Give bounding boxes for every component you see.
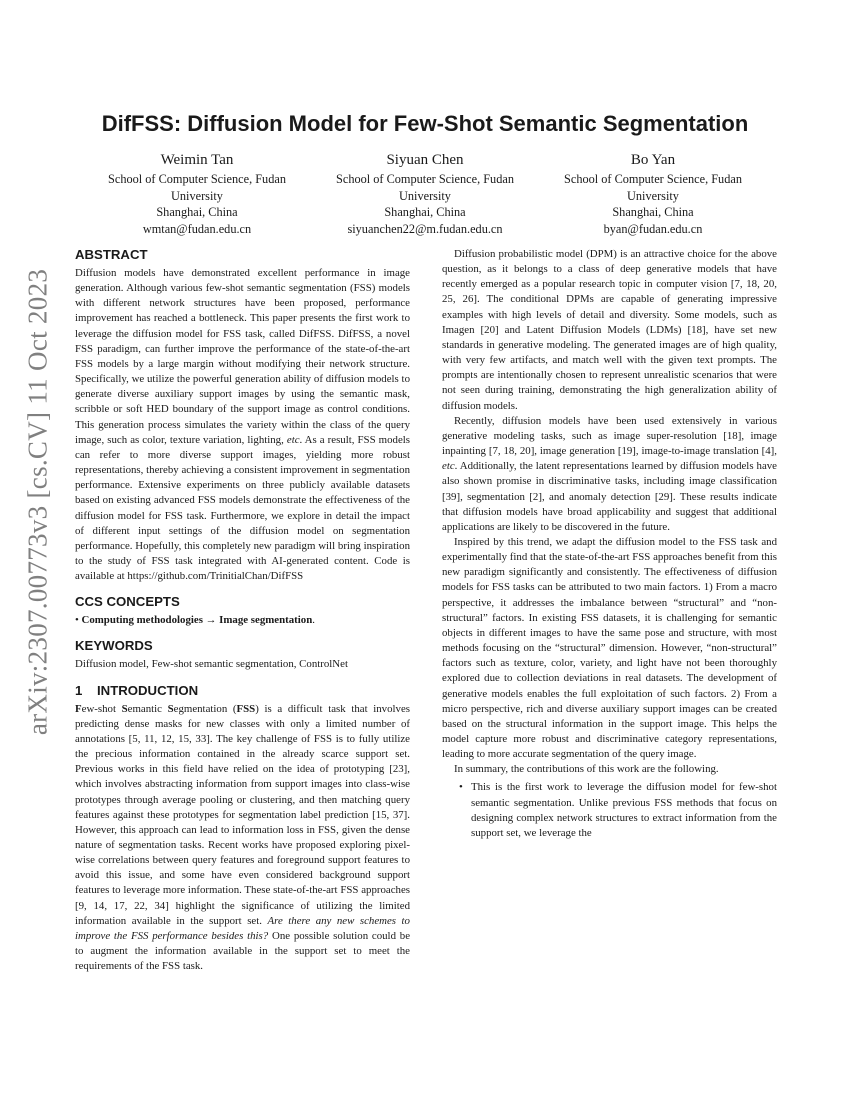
author-name: Weimin Tan xyxy=(160,152,234,168)
list-item: • This is the first work to leverage the diffusion model for few-shot semantic segmentation. Unlike previous FSS methods that focus on designing complex network structures to extract information from the support set, we leverage the xyxy=(471,780,777,841)
author-email: siyuanchen22@m.fudan.edu.cn xyxy=(347,221,503,236)
intro-paragraph-5: In summary, the contributions of this work are the following. xyxy=(454,763,719,776)
author-block-2 xyxy=(315,151,535,237)
right-column xyxy=(442,247,777,841)
author-email: byan@fudan.edu.cn xyxy=(603,221,703,236)
author-block-3 xyxy=(543,151,763,237)
left-column xyxy=(75,247,410,974)
arxiv-sidebar-stamp xyxy=(18,268,58,736)
intro-paragraph-2: Diffusion probabilistic model (DPM) is an attractive choice for the above question, as it belongs to a class of deep generative models that have recently emerged as a popular research topic in computer vision [7, 18, 20, 25, 26]. The conditional DPMs are capable of generating impressive examples with high levels of detail and diversity. Some models, such as Imagen [20] and Latent Diffusion Models (LDMs) [18], have set new standards in generative modeling. The generated images are of high quality, with very few artifacts, and match well with the given text prompts. The prompts are intentionally chosen to represent unrealistic scenarios that were not seen during training, demonstrating the high generalization ability of diffusion models. xyxy=(442,248,777,412)
author-affiliation: School of Computer Science, Fudan University xyxy=(564,172,742,203)
intro-paragraph-4: Inspired by this trend, we adapt the diffusion model to the FSS task and experimentally find that the state-of-the-art FSS approaches benefit from this new paradigm significantly and consistently. The effectiveness of diffusion models for FSS tasks can be attributed to two main factors. 1) From a macro perspective, it addresses the imbalance between “structural” and “non-structural” factors. In existing FSS datasets, it is challenging for semantic objects in different images to have the same pose and structure, with most methods focusing on the “structural” dimension. However, “non-structural” factors such as texture, color, variety, and light have not been thoroughly explored due to collection deviations in real datasets. The development of generative models enables the full exploitation of such factors. 2) From a micro perspective, rich and diverse auxiliary support images can be created based on the structural information in the support image. This helps the model capture more robust and discriminative category representations, leading to more accurate segmentation of the query image. xyxy=(442,535,777,761)
ccs-heading: CCS CONCEPTS xyxy=(75,594,180,610)
keywords-heading: KEYWORDS xyxy=(75,638,153,654)
author-name: Bo Yan xyxy=(630,152,676,168)
author-name: Siyuan Chen xyxy=(386,152,464,168)
author-block-1 xyxy=(87,151,307,237)
intro-heading: 1 INTRODUCTION xyxy=(75,682,199,698)
author-affiliation: School of Computer Science, Fudan University xyxy=(108,172,286,203)
arxiv-id: arXiv:2307.00773v3 [cs.CV] 11 Oct 2023 xyxy=(22,268,53,736)
author-affiliation: School of Computer Science, Fudan University xyxy=(336,172,514,203)
contributions-list xyxy=(442,780,777,841)
ccs-concepts: • Computing methodologies → Image segmentation. xyxy=(75,614,315,627)
author-email: wmtan@fudan.edu.cn xyxy=(142,221,252,236)
intro-paragraph-3: Recently, diffusion models have been used extensively in various generative modeling tasks, such as image super-resolution [18], image inpainting [7, 18, 20], image generation [19], image-to-image translation [4], etc. Additionally, the latent representations learned by diffusion models have also shown promise in discriminative tasks, including image classification [39], segmentation [2], and anomaly detection [29]. These results indicate that diffusion models have broad applicability and suggest that additional applications are likely to be discovered in the future. xyxy=(442,414,777,533)
author-location: Shanghai, China xyxy=(612,205,694,220)
abstract-heading: ABSTRACT xyxy=(75,247,148,262)
paper-title: DifFSS: Diffusion Model for Few-Shot Semantic Segmentation xyxy=(101,111,749,136)
author-location: Shanghai, China xyxy=(384,205,466,220)
abstract-text: Diffusion models have demonstrated excellent performance in image generation. Although various few-shot semantic segmentation (FSS) models with different network structures have been proposed, performance improvement has reached a bottleneck. This paper presents the first work to leverage the diffusion model for FSS task, called DifFSS. DifFSS, a novel FSS paradigm, can further improve the performance of the state-of-the-art FSS models by a large margin without modifying their network structure. Specifically, we utilize the powerful generation ability of diffusion models to generate diverse auxiliary support images by using the semantic mask, scribble or soft HED boundary of the support image as control conditions. This generation process simulates the variety within the class of the query image, such as color, texture variation, lighting, etc. As a result, FSS models can refer to more diverse support images, yielding more robust representations, thereby achieving a consistent improvement in segmentation performance. Extensive experiments on three publicly available datasets based on existing advanced FSS models demonstrate the effectiveness of the diffusion model for FSS task. Furthermore, we explore in detail the impact of different input settings of the diffusion model on segmentation performance. Hopefully, this completely new paradigm will bring inspiration to the study of FSS task integrated with AI-generated content. Code is available at https://github.com/TrinitialChan/DifFSS xyxy=(75,267,410,583)
intro-paragraph-1: Few-shot Semantic Segmentation (FSS) is a difficult task that involves predicting dense masks for new classes with only a limited number of annotations [5, 11, 12, 15, 33]. The key challenge of FSS is to fully utilize the precious information contained in the already scarce support set. Previous works in this field have relied on the idea of prototyping [23], which involves abstracting information from support images into class-wise prototypes through average pooling or clustering, and then matching query features against these prototypes for segmentation label prediction [15, 37]. However, this approach can lead to information loss in FSS, given the dense nature of segmentation tasks. Recent works have proposed exploring pixel-wise correlations between query features and foreground support features to avoid this issue, and some have even considered background support features to leverage more information. These state-of-the-art FSS approaches [9, 14, 17, 22, 34] highlight the significance of utilizing the limited information available in the support set. Are there any new schemes to improve the FSS performance besides this? One possible solution could be to augment the information available in the support set to meet the requirements of the FSS task. xyxy=(75,702,411,973)
author-location: Shanghai, China xyxy=(156,205,238,220)
keywords-text: Diffusion model, Few-shot semantic segmentation, ControlNet xyxy=(75,658,348,671)
